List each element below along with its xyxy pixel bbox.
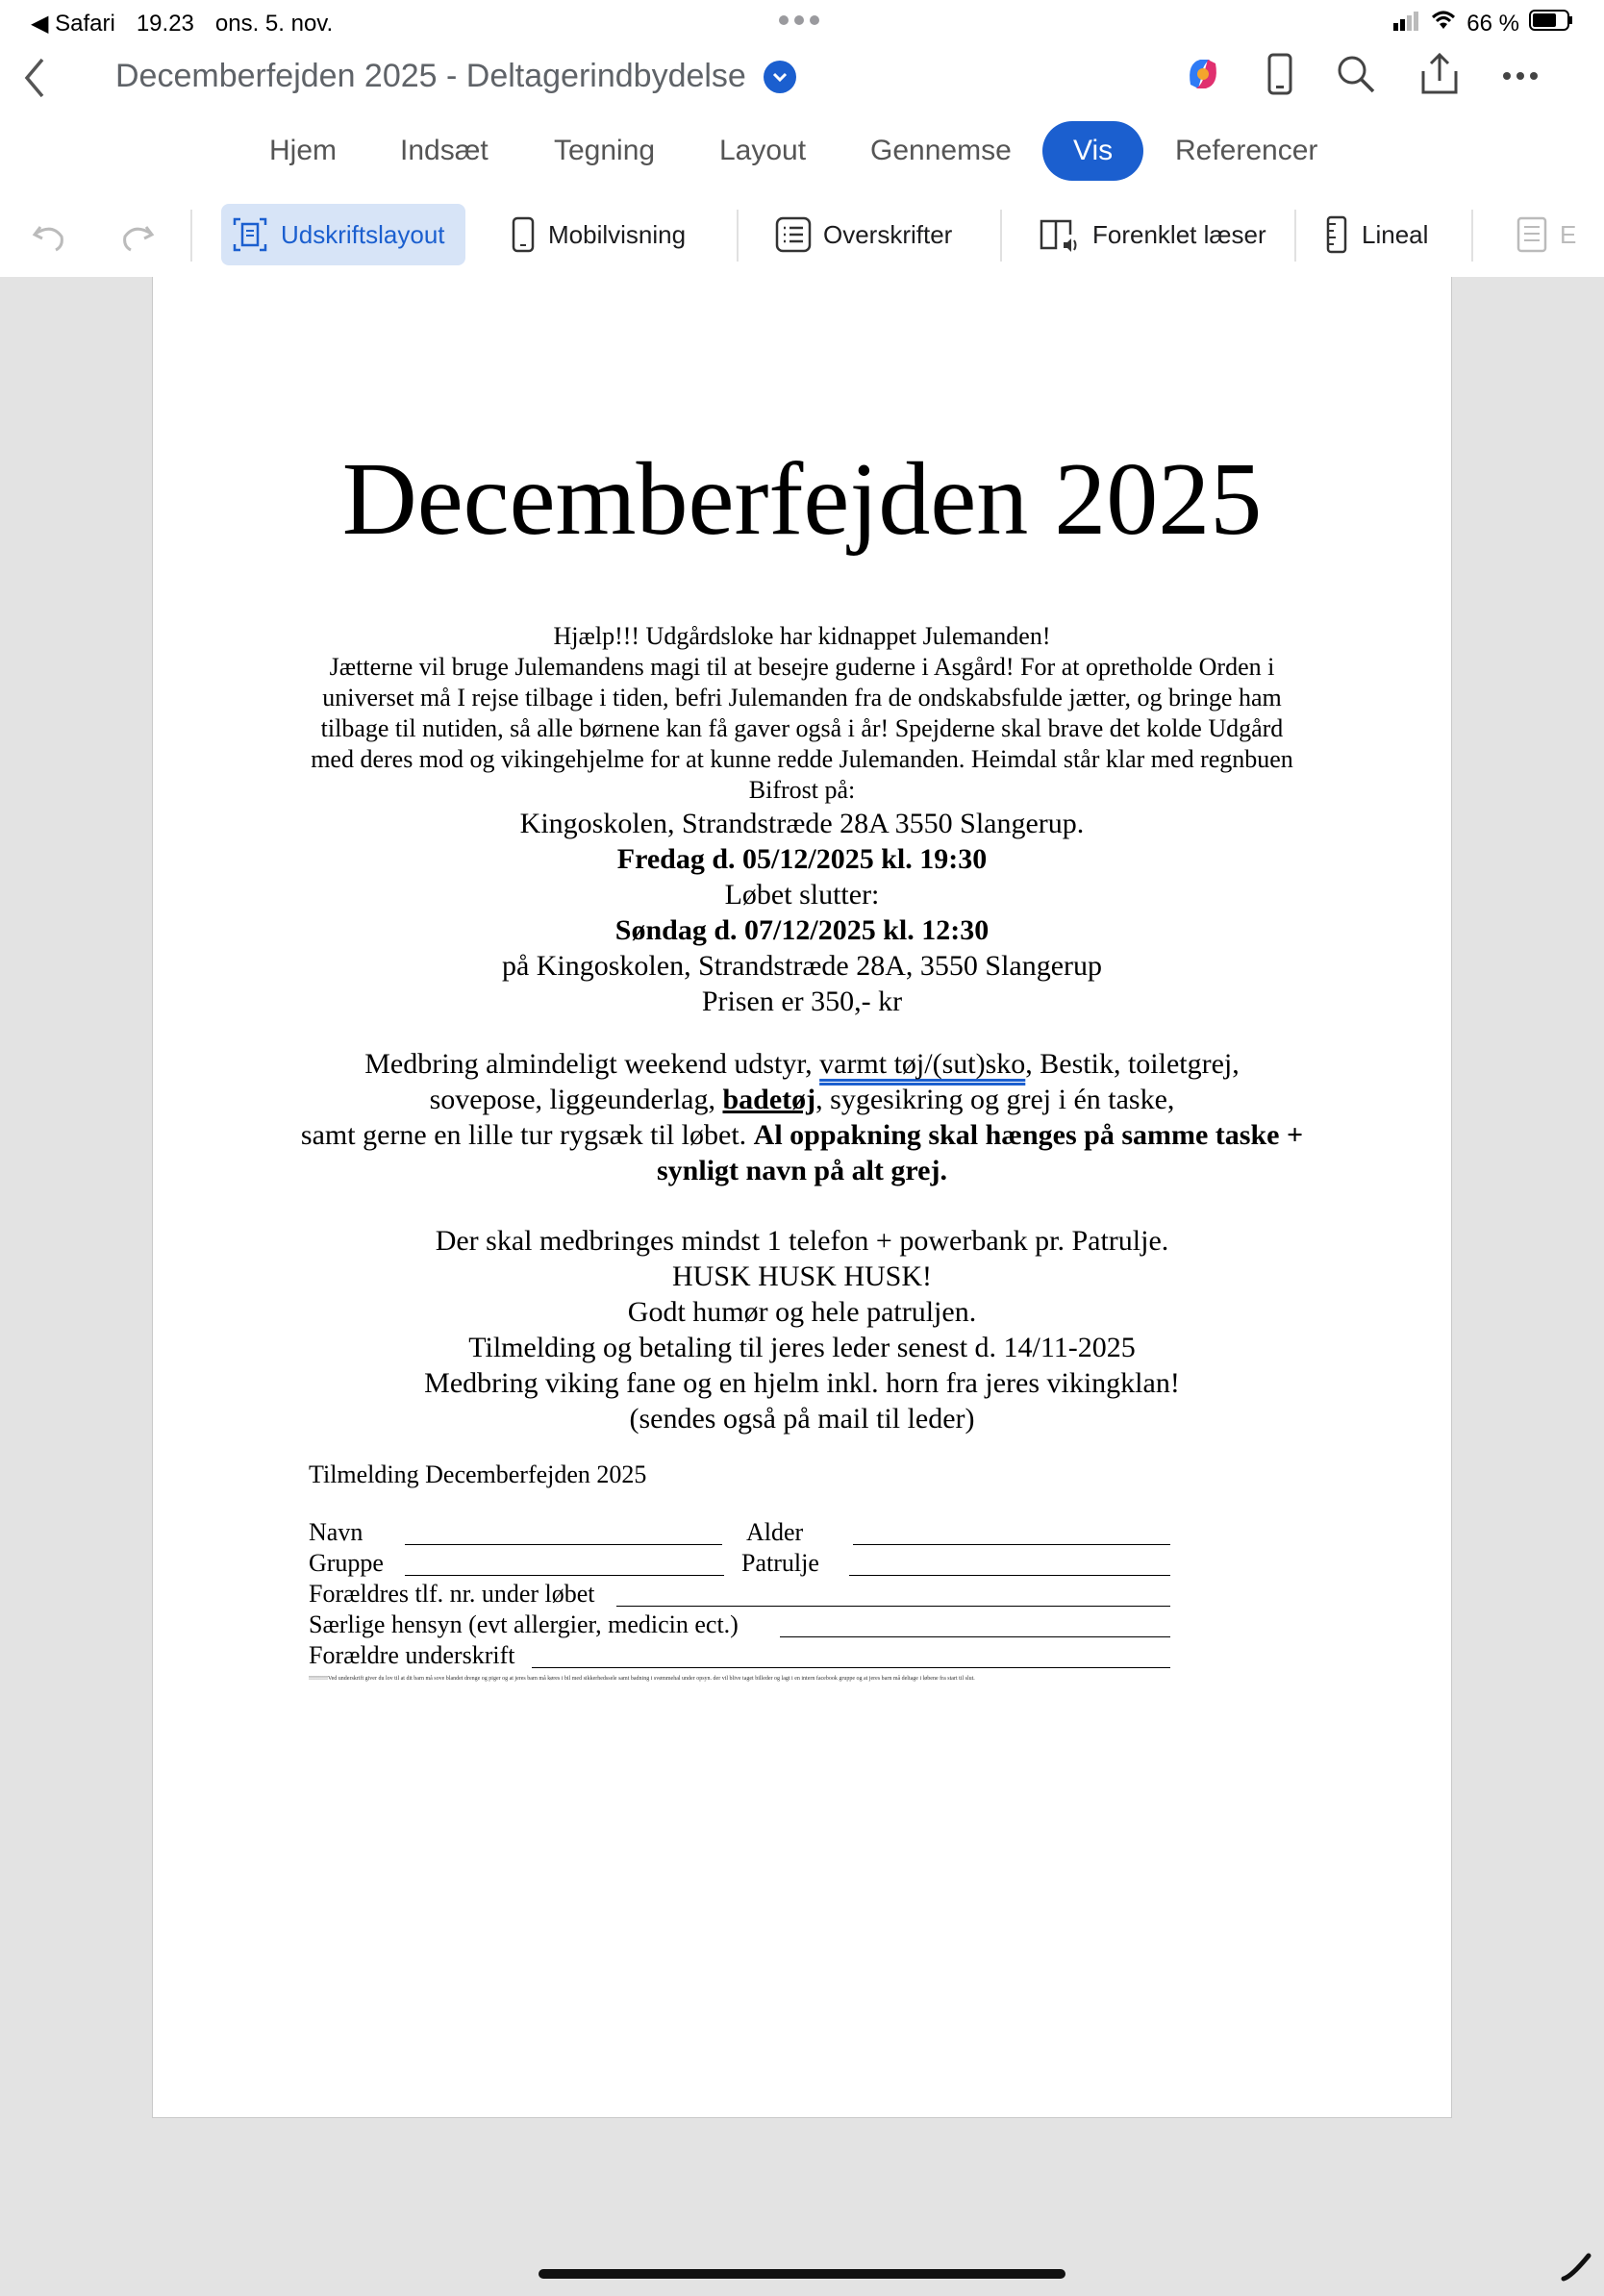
end-date: Søndag d. 07/12/2025 kl. 12:30 <box>614 914 990 946</box>
simplified-reader-button[interactable] <box>1029 204 1276 265</box>
headings-label: Overskrifter <box>823 219 953 249</box>
more-toolbar-button[interactable] <box>1506 204 1586 265</box>
packing-clothes: varmt tøj/(sut)sko <box>819 1048 1026 1080</box>
pencil-icon[interactable] <box>1560 2250 1592 2287</box>
parents-phone-field[interactable] <box>616 1585 1170 1607</box>
patrol-field[interactable] <box>849 1554 1170 1576</box>
tab-tegning[interactable]: Tegning <box>554 135 656 166</box>
ribbon-tabs <box>0 121 1604 181</box>
signup-form <box>309 1460 1174 1671</box>
location-line-1: Kingoskolen, Strandstræde 28A 3550 Slangerup. <box>519 808 1085 839</box>
special-needs-field[interactable] <box>780 1615 1170 1637</box>
search-icon[interactable] <box>1335 53 1377 100</box>
ruler-label: Lineal <box>1362 219 1429 249</box>
status-date: ons. 5. nov. <box>214 10 334 37</box>
mobile-view-icon[interactable] <box>1267 53 1292 100</box>
phone-requirement: Der skal medbringes mindst 1 telefon + powerbank pr. Patrulje. <box>435 1225 1169 1257</box>
info-block <box>268 1223 1336 1436</box>
page-title: Decemberfejden 2025 <box>341 442 1263 557</box>
location-line-2: på Kingoskolen, Strandstræde 28A, 3550 Slangerup <box>501 950 1103 982</box>
print-layout-button[interactable] <box>221 204 465 265</box>
print-layout-label: Udskriftslayout <box>281 219 445 249</box>
signal-icon <box>1391 11 1420 37</box>
back-chevron-icon[interactable] <box>21 54 50 107</box>
battery-icon <box>1529 10 1573 37</box>
name-field[interactable] <box>405 1523 722 1545</box>
tab-indsaet[interactable]: Indsæt <box>400 135 489 166</box>
share-icon[interactable] <box>1419 52 1460 101</box>
battery-percent: 66 % <box>1466 10 1519 37</box>
packing-text-3: sovepose, liggeunderlag, <box>429 1084 723 1115</box>
redo-icon[interactable] <box>106 204 167 265</box>
tab-layout[interactable]: Layout <box>719 135 807 166</box>
price: Prisen er 350,- kr <box>701 986 903 1017</box>
age-label: Alder <box>746 1518 804 1546</box>
signature-field[interactable] <box>532 1646 1170 1668</box>
status-time: 19.23 <box>136 10 194 37</box>
tab-gennemse[interactable]: Gennemse <box>870 135 1012 166</box>
start-date: Fredag d. 05/12/2025 kl. 19:30 <box>616 843 988 875</box>
group-field[interactable] <box>405 1554 724 1576</box>
home-indicator[interactable] <box>539 2269 1065 2279</box>
more-options-icon[interactable] <box>1502 68 1539 86</box>
group-label: Gruppe <box>309 1549 384 1577</box>
tab-vis[interactable]: Vis <box>1042 121 1143 181</box>
packing-note-bold: Al oppakning skal hænges på samme taske + synligt navn på alt grej. <box>657 1119 1304 1186</box>
intro-text <box>297 621 1307 1019</box>
signature-label: Forældre underskrift <box>309 1641 515 1669</box>
husk-line: HUSK HUSK HUSK! <box>671 1260 933 1292</box>
title-dropdown-icon[interactable] <box>764 61 796 93</box>
headings-button[interactable] <box>765 204 962 265</box>
print-layout-icon <box>231 215 269 254</box>
packing-swimwear: badetøj <box>722 1084 816 1115</box>
form-heading: Tilmelding Decemberfejden 2025 <box>309 1460 647 1488</box>
back-to-app[interactable]: ◀ Safari <box>31 11 115 37</box>
document-page[interactable] <box>152 277 1452 2118</box>
age-field[interactable] <box>853 1523 1170 1545</box>
mobile-view-button[interactable] <box>500 204 695 265</box>
more-toolbar-label: E <box>1560 219 1577 249</box>
signup-deadline: Tilmelding og betaling til jeres leder senest d. 14/11-2025 <box>468 1332 1136 1363</box>
packing-text-1: Medbring almindeligt weekend udstyr, <box>364 1048 820 1080</box>
document-title[interactable]: Decemberfejden 2025 - Deltagerindbydelse <box>115 58 746 94</box>
packing-text-2: , Bestik, toiletgrej, <box>1025 1048 1240 1080</box>
intro-line-1: Hjælp!!! Udgårdsloke har kidnappet Julemanden! <box>553 622 1051 650</box>
intro-paragraph: Jætterne vil bruge Julemandens magi til at besejre guderne i Asgård! For at opretholde Orden i universet må I rejse tilbage i tiden, befri Julemanden fra de ondskabsfulde jætter, og bringe ham tilbage til nutiden, så alle børnene kan få gaver også i år! Spejderne skal brave det kolde Udgård med deres mod og vikingehjelme for at kunne redde Julemanden. Heimdal står klar med regnbuen Bifrost på: <box>311 653 1293 804</box>
packing-text-4: , sygesikring og grej i én taske, <box>815 1084 1175 1115</box>
flag-line: Medbring viking fane og en hjelm inkl. horn fra jeres vikingklan! <box>424 1367 1180 1399</box>
patrol-label: Patrulje <box>741 1549 819 1577</box>
parents-phone-label: Forældres tlf. nr. under løbet <box>309 1580 595 1608</box>
packing-list <box>268 1046 1336 1188</box>
ruler-button[interactable] <box>1314 204 1438 265</box>
name-label: Navn <box>309 1518 363 1546</box>
wifi-icon <box>1430 10 1457 37</box>
status-bar <box>0 8 1604 46</box>
copilot-icon[interactable] <box>1181 52 1225 101</box>
reader-icon <box>1039 215 1081 254</box>
multitask-dots[interactable] <box>779 15 819 25</box>
end-label: Løbet slutter: <box>724 879 880 911</box>
list-icon <box>775 216 812 253</box>
mail-line: (sendes også på mail til leder) <box>629 1403 975 1435</box>
tab-referencer[interactable]: Referencer <box>1175 135 1318 166</box>
view-toolbar <box>0 198 1604 267</box>
phone-icon <box>510 215 537 254</box>
tab-hjem[interactable]: Hjem <box>269 135 338 166</box>
simplified-reader-label: Forenklet læser <box>1092 219 1266 249</box>
undo-icon[interactable] <box>19 204 81 265</box>
app-header <box>0 0 1604 277</box>
ruler-icon <box>1323 214 1350 255</box>
fine-print: !!!!!!!!!!Ved underskrift giver du lov til at dit barn må sove blandet drenge og piger og at jeres barn må køres i bil med sikkerhedssele samt badning i svømmehal under opsyn. der vil blive taget billeder og lagt i en intern facebook gruppe og at jeres barn må deltage i løbene fra start til slut. <box>309 1676 975 1682</box>
packing-text-5: samt gerne en lille tur rygsæk til løbet. <box>300 1119 754 1151</box>
special-needs-label: Særlige hensyn (evt allergier, medicin ect.) <box>309 1610 739 1638</box>
page-icon <box>1516 215 1548 254</box>
mobile-view-label: Mobilvisning <box>548 219 687 249</box>
humor-line: Godt humør og hele patruljen. <box>627 1296 977 1328</box>
